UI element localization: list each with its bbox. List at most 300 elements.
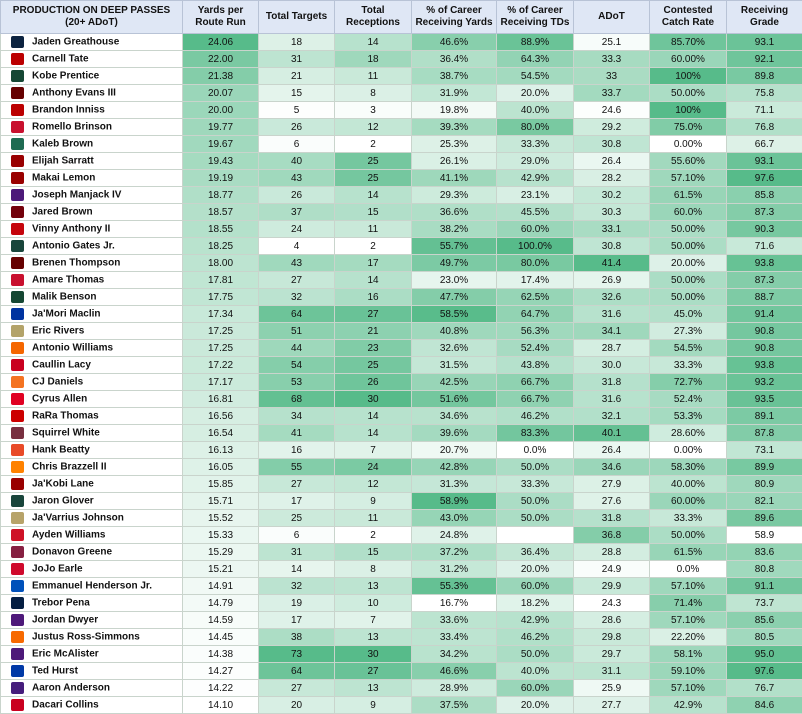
career-yards-cell: 43.0%: [412, 510, 497, 527]
receptions-cell: 21: [335, 323, 412, 340]
cincinnati-logo: [11, 393, 24, 405]
player-name: Caullin Lacy: [32, 360, 91, 371]
player-cell: [1, 629, 183, 646]
receptions-cell: 7: [335, 442, 412, 459]
player-name: Chris Brazzell II: [32, 462, 106, 473]
targets-cell: 55: [259, 459, 335, 476]
yprr-cell: 24.06: [183, 34, 259, 51]
adot-cell: 31.6: [574, 391, 650, 408]
receptions-cell: 30: [335, 646, 412, 663]
adot-cell: 27.7: [574, 697, 650, 714]
table-row: [1, 578, 802, 595]
targets-cell: 64: [259, 306, 335, 323]
player-cell: [1, 34, 183, 51]
tcu-logo: [11, 648, 24, 660]
receptions-cell: 18: [335, 51, 412, 68]
targets-cell: 16: [259, 442, 335, 459]
grade-cell: 97.6: [727, 663, 802, 680]
yprr-cell: 17.34: [183, 306, 259, 323]
header-title: PRODUCTION ON DEEP PASSES (20+ ADoT): [1, 1, 183, 34]
georgia-tech-logo: [11, 325, 24, 337]
adot-cell: 28.7: [574, 340, 650, 357]
player-name: Ayden Williams: [32, 530, 105, 541]
table-row: [1, 51, 802, 68]
receptions-cell: 14: [335, 272, 412, 289]
adot-cell: 24.9: [574, 561, 650, 578]
yprr-cell: 16.05: [183, 459, 259, 476]
table-row: [1, 493, 802, 510]
contested-catch-cell: 57.10%: [650, 578, 727, 595]
career-tds-cell: 20.0%: [497, 697, 574, 714]
player-cell: [1, 697, 183, 714]
yprr-cell: 15.21: [183, 561, 259, 578]
oregon-logo: [11, 291, 24, 303]
receptions-cell: 15: [335, 544, 412, 561]
career-tds-cell: [497, 527, 574, 544]
contested-catch-cell: 55.60%: [650, 153, 727, 170]
player-cell: [1, 51, 183, 68]
wisconsin-logo: [11, 223, 24, 235]
grade-cell: 93.8: [727, 357, 802, 374]
player-cell: [1, 119, 183, 136]
grade-cell: 76.8: [727, 119, 802, 136]
receptions-cell: 13: [335, 629, 412, 646]
player-name: Amare Thomas: [32, 275, 104, 286]
table-row: [1, 510, 802, 527]
adot-cell: 24.3: [574, 595, 650, 612]
adot-cell: 33.3: [574, 51, 650, 68]
receptions-cell: 14: [335, 34, 412, 51]
career-tds-cell: 54.5%: [497, 68, 574, 85]
career-tds-cell: 20.0%: [497, 85, 574, 102]
career-tds-cell: 36.4%: [497, 544, 574, 561]
player-name: Jaden Greathouse: [32, 37, 119, 48]
yprr-cell: 20.00: [183, 102, 259, 119]
yprr-cell: 14.38: [183, 646, 259, 663]
career-yards-cell: 28.9%: [412, 680, 497, 697]
career-tds-cell: 43.8%: [497, 357, 574, 374]
grade-cell: 73.7: [727, 595, 802, 612]
targets-cell: 21: [259, 68, 335, 85]
miami-logo: [11, 376, 24, 388]
adot-cell: 31.8: [574, 510, 650, 527]
grade-cell: 85.6: [727, 612, 802, 629]
grade-cell: 83.6: [727, 544, 802, 561]
player-cell: [1, 255, 183, 272]
header-career-yards-pct: % of Career Receiving Yards: [412, 1, 497, 34]
career-tds-cell: 88.9%: [497, 34, 574, 51]
adot-cell: 31.1: [574, 663, 650, 680]
targets-cell: 17: [259, 493, 335, 510]
ole-miss-logo: [11, 529, 24, 541]
contested-catch-cell: 50.00%: [650, 238, 727, 255]
receptions-cell: 8: [335, 85, 412, 102]
targets-cell: 26: [259, 187, 335, 204]
player-name: Ted Hurst: [32, 666, 78, 677]
player-name: Aaron Anderson: [32, 683, 110, 694]
table-row: [1, 272, 802, 289]
player-name: Justus Ross-Simmons: [32, 632, 140, 643]
clemson-logo: [11, 342, 24, 354]
yprr-cell: 15.85: [183, 476, 259, 493]
targets-cell: 54: [259, 357, 335, 374]
targets-cell: 37: [259, 204, 335, 221]
table-row: [1, 408, 802, 425]
career-tds-cell: 18.2%: [497, 595, 574, 612]
adot-cell: 32.6: [574, 289, 650, 306]
contested-catch-cell: 22.20%: [650, 629, 727, 646]
player-cell: [1, 323, 183, 340]
targets-cell: 32: [259, 578, 335, 595]
smu-logo: [11, 121, 24, 133]
receptions-cell: 25: [335, 357, 412, 374]
receptions-cell: 2: [335, 136, 412, 153]
targets-cell: 5: [259, 102, 335, 119]
mississippi-state-logo: [11, 257, 24, 269]
career-tds-cell: 66.7%: [497, 391, 574, 408]
contested-catch-cell: 72.7%: [650, 374, 727, 391]
career-tds-cell: 83.3%: [497, 425, 574, 442]
career-yards-cell: 38.7%: [412, 68, 497, 85]
receptions-cell: 7: [335, 612, 412, 629]
receptions-cell: 11: [335, 221, 412, 238]
grade-cell: 84.6: [727, 697, 802, 714]
contested-catch-cell: 50.00%: [650, 289, 727, 306]
targets-cell: 64: [259, 663, 335, 680]
contested-catch-cell: 50.00%: [650, 221, 727, 238]
texas-tech-logo: [11, 410, 24, 422]
header-total-receptions: Total Receptions: [335, 1, 412, 34]
targets-cell: 31: [259, 51, 335, 68]
table-row: [1, 255, 802, 272]
player-name: Ja'Mori Maclin: [32, 309, 101, 320]
player-cell: [1, 612, 183, 629]
player-name: Antonio Gates Jr.: [32, 241, 115, 252]
player-cell: [1, 408, 183, 425]
table-row: [1, 170, 802, 187]
grade-cell: 95.0: [727, 646, 802, 663]
table-row: [1, 136, 802, 153]
grade-cell: 90.8: [727, 323, 802, 340]
kansas-logo: [11, 580, 24, 592]
career-yards-cell: 31.2%: [412, 561, 497, 578]
table-row: [1, 680, 802, 697]
receptions-cell: 27: [335, 306, 412, 323]
career-yards-cell: 55.3%: [412, 578, 497, 595]
table-body: [1, 34, 802, 714]
targets-cell: 53: [259, 374, 335, 391]
career-yards-cell: 32.6%: [412, 340, 497, 357]
player-cell: [1, 221, 183, 238]
yprr-cell: 15.33: [183, 527, 259, 544]
table-row: [1, 442, 802, 459]
targets-cell: 18: [259, 34, 335, 51]
receptions-cell: 2: [335, 238, 412, 255]
contested-catch-cell: 33.3%: [650, 357, 727, 374]
table-row: [1, 595, 802, 612]
adot-cell: 32.1: [574, 408, 650, 425]
targets-cell: 14: [259, 561, 335, 578]
yprr-cell: 18.55: [183, 221, 259, 238]
receptions-cell: 12: [335, 119, 412, 136]
adot-cell: 30.0: [574, 357, 650, 374]
career-tds-cell: 17.4%: [497, 272, 574, 289]
contested-catch-cell: 75.0%: [650, 119, 727, 136]
tcu-logo: [11, 614, 24, 626]
table-row: [1, 646, 802, 663]
player-name: Trebor Pena: [32, 598, 90, 609]
contested-catch-cell: 33.3%: [650, 510, 727, 527]
career-tds-cell: 56.3%: [497, 323, 574, 340]
career-tds-cell: 50.0%: [497, 493, 574, 510]
contested-catch-cell: 54.5%: [650, 340, 727, 357]
player-cell: [1, 476, 183, 493]
grade-cell: 71.6: [727, 238, 802, 255]
career-tds-cell: 52.4%: [497, 340, 574, 357]
header-total-targets: Total Targets: [259, 1, 335, 34]
grade-cell: 71.1: [727, 102, 802, 119]
career-tds-cell: 40.0%: [497, 663, 574, 680]
targets-cell: 40: [259, 153, 335, 170]
yprr-cell: 14.79: [183, 595, 259, 612]
table-row: [1, 187, 802, 204]
career-yards-cell: 20.7%: [412, 442, 497, 459]
table-row: [1, 425, 802, 442]
player-name: RaRa Thomas: [32, 411, 99, 422]
contested-catch-cell: 0.00%: [650, 442, 727, 459]
career-tds-cell: 0.0%: [497, 442, 574, 459]
player-cell: [1, 357, 183, 374]
receptions-cell: 24: [335, 459, 412, 476]
grade-cell: 85.8: [727, 187, 802, 204]
adot-cell: 40.1: [574, 425, 650, 442]
player-cell: [1, 595, 183, 612]
player-name: Jared Brown: [32, 207, 93, 218]
houston-logo: [11, 274, 24, 286]
receptions-cell: 12: [335, 476, 412, 493]
grade-cell: 89.1: [727, 408, 802, 425]
grade-cell: 66.7: [727, 136, 802, 153]
career-tds-cell: 33.3%: [497, 476, 574, 493]
grade-cell: 58.9: [727, 527, 802, 544]
table-row: [1, 476, 802, 493]
player-name: Kobe Prentice: [32, 71, 99, 82]
career-yards-cell: 29.3%: [412, 187, 497, 204]
targets-cell: 43: [259, 255, 335, 272]
contested-catch-cell: 57.10%: [650, 680, 727, 697]
career-tds-cell: 50.0%: [497, 646, 574, 663]
tennessee-logo: [11, 461, 24, 473]
yprr-cell: 19.67: [183, 136, 259, 153]
grade-cell: 93.5: [727, 391, 802, 408]
player-cell: [1, 561, 183, 578]
targets-cell: 38: [259, 629, 335, 646]
header-receiving-grade: Receiving Grade: [727, 1, 802, 34]
targets-cell: 51: [259, 323, 335, 340]
adot-cell: 33.7: [574, 85, 650, 102]
career-tds-cell: 46.2%: [497, 408, 574, 425]
yprr-cell: 18.57: [183, 204, 259, 221]
adot-cell: 34.6: [574, 459, 650, 476]
career-yards-cell: 49.7%: [412, 255, 497, 272]
career-tds-cell: 40.0%: [497, 102, 574, 119]
targets-cell: 73: [259, 646, 335, 663]
career-tds-cell: 46.2%: [497, 629, 574, 646]
career-yards-cell: 39.6%: [412, 425, 497, 442]
adot-cell: 28.2: [574, 170, 650, 187]
player-name: Jaron Glover: [32, 496, 94, 507]
receptions-cell: 8: [335, 561, 412, 578]
adot-cell: 30.3: [574, 204, 650, 221]
targets-cell: 6: [259, 527, 335, 544]
grade-cell: 97.6: [727, 170, 802, 187]
player-cell: [1, 459, 183, 476]
yprr-cell: 19.19: [183, 170, 259, 187]
michigan-state-logo: [11, 240, 24, 252]
receptions-cell: 30: [335, 391, 412, 408]
career-tds-cell: 62.5%: [497, 289, 574, 306]
grade-cell: 80.9: [727, 476, 802, 493]
player-name: CJ Daniels: [32, 377, 83, 388]
contested-catch-cell: 100%: [650, 102, 727, 119]
yprr-cell: 14.45: [183, 629, 259, 646]
georgia-state-logo: [11, 665, 24, 677]
table-row: [1, 374, 802, 391]
receptions-cell: 23: [335, 340, 412, 357]
yprr-cell: 15.52: [183, 510, 259, 527]
yprr-cell: 17.22: [183, 357, 259, 374]
career-yards-cell: 39.3%: [412, 119, 497, 136]
career-tds-cell: 66.7%: [497, 374, 574, 391]
baylor-logo: [11, 70, 24, 82]
career-yards-cell: 42.5%: [412, 374, 497, 391]
adot-cell: 41.4: [574, 255, 650, 272]
player-name: Anthony Evans III: [32, 88, 116, 99]
grade-cell: 87.3: [727, 204, 802, 221]
targets-cell: 19: [259, 595, 335, 612]
career-yards-cell: 23.0%: [412, 272, 497, 289]
career-yards-cell: 34.6%: [412, 408, 497, 425]
table-row: [1, 612, 802, 629]
adot-cell: 28.6: [574, 612, 650, 629]
targets-cell: 15: [259, 85, 335, 102]
grade-cell: 76.7: [727, 680, 802, 697]
receptions-cell: 14: [335, 187, 412, 204]
table-row: [1, 323, 802, 340]
career-yards-cell: 33.4%: [412, 629, 497, 646]
yprr-cell: 17.25: [183, 323, 259, 340]
receptions-cell: 14: [335, 408, 412, 425]
grade-cell: 93.2: [727, 374, 802, 391]
contested-catch-cell: 45.0%: [650, 306, 727, 323]
contested-catch-cell: 52.4%: [650, 391, 727, 408]
contested-catch-cell: 50.00%: [650, 527, 727, 544]
adot-cell: 25.9: [574, 680, 650, 697]
yprr-cell: 18.25: [183, 238, 259, 255]
contested-catch-cell: 57.10%: [650, 612, 727, 629]
player-cell: [1, 289, 183, 306]
adot-cell: 29.7: [574, 646, 650, 663]
targets-cell: 26: [259, 119, 335, 136]
contested-catch-cell: 60.00%: [650, 51, 727, 68]
career-tds-cell: 20.0%: [497, 561, 574, 578]
yprr-cell: 14.10: [183, 697, 259, 714]
contested-catch-cell: 50.00%: [650, 272, 727, 289]
adot-cell: 27.9: [574, 476, 650, 493]
player-name: Makai Lemon: [32, 173, 95, 184]
player-name: Emmanuel Henderson Jr.: [32, 581, 152, 592]
career-tds-cell: 33.3%: [497, 136, 574, 153]
career-yards-cell: 42.8%: [412, 459, 497, 476]
yprr-cell: 16.56: [183, 408, 259, 425]
player-name: Eric McAlister: [32, 649, 99, 660]
targets-cell: 27: [259, 476, 335, 493]
targets-cell: 32: [259, 289, 335, 306]
player-name: Eric Rivers: [32, 326, 84, 337]
adot-cell: 26.4: [574, 442, 650, 459]
yprr-cell: 15.71: [183, 493, 259, 510]
usc-logo: [11, 172, 24, 184]
career-tds-cell: 42.9%: [497, 170, 574, 187]
targets-cell: 34: [259, 408, 335, 425]
career-yards-cell: 55.7%: [412, 238, 497, 255]
player-name: Malik Benson: [32, 292, 96, 303]
grade-cell: 90.3: [727, 221, 802, 238]
yprr-cell: 17.81: [183, 272, 259, 289]
player-cell: [1, 340, 183, 357]
player-name: Carnell Tate: [32, 54, 89, 65]
player-cell: [1, 136, 183, 153]
player-cell: [1, 374, 183, 391]
yprr-cell: 19.43: [183, 153, 259, 170]
player-name: Cyrus Allen: [32, 394, 87, 405]
grade-cell: 88.7: [727, 289, 802, 306]
yprr-cell: 18.00: [183, 255, 259, 272]
contested-catch-cell: 60.0%: [650, 204, 727, 221]
contested-catch-cell: 57.10%: [650, 170, 727, 187]
career-yards-cell: 46.6%: [412, 663, 497, 680]
career-tds-cell: 60.0%: [497, 680, 574, 697]
adot-cell: 33: [574, 68, 650, 85]
receptions-cell: 9: [335, 493, 412, 510]
contested-catch-cell: 58.1%: [650, 646, 727, 663]
contested-catch-cell: 58.30%: [650, 459, 727, 476]
receptions-cell: 9: [335, 697, 412, 714]
contested-catch-cell: 60.00%: [650, 493, 727, 510]
yprr-cell: 21.38: [183, 68, 259, 85]
florida-state-logo: [11, 427, 24, 439]
career-yards-cell: 26.1%: [412, 153, 497, 170]
player-cell: [1, 680, 183, 697]
grade-cell: 90.8: [727, 340, 802, 357]
career-yards-cell: 24.8%: [412, 527, 497, 544]
adot-cell: 33.1: [574, 221, 650, 238]
table-row: [1, 221, 802, 238]
table-row: [1, 340, 802, 357]
south-carolina-logo: [11, 206, 24, 218]
career-yards-cell: 58.5%: [412, 306, 497, 323]
player-cell: [1, 663, 183, 680]
receptions-cell: 27: [335, 663, 412, 680]
player-cell: [1, 544, 183, 561]
career-yards-cell: 47.7%: [412, 289, 497, 306]
career-yards-cell: 31.5%: [412, 357, 497, 374]
header-adot: ADoT: [574, 1, 650, 34]
career-tds-cell: 64.7%: [497, 306, 574, 323]
adot-cell: 31.8: [574, 374, 650, 391]
kentucky-logo: [11, 308, 24, 320]
adot-cell: 30.8: [574, 238, 650, 255]
